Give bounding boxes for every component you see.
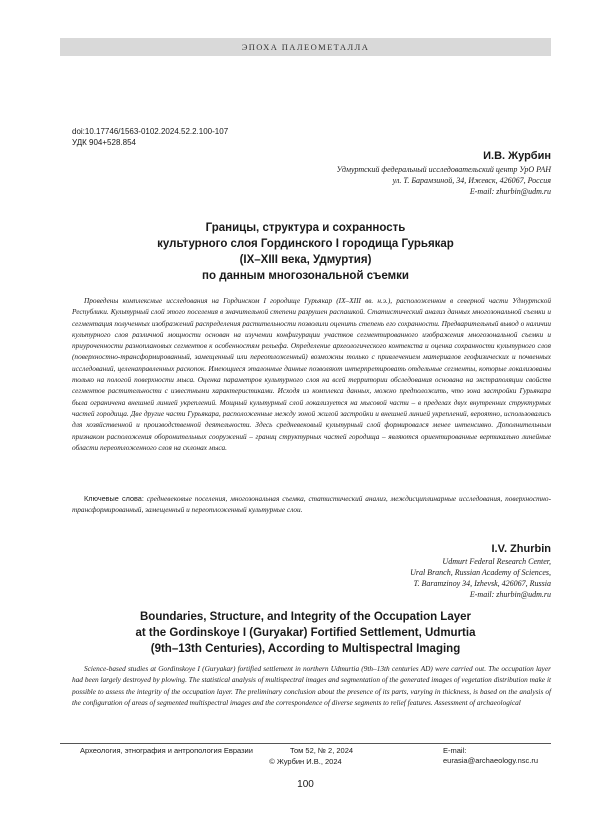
- affiliation-en-line: Ural Branch, Russian Academy of Sciences,: [410, 568, 551, 577]
- keywords-label: Ключевые слова:: [84, 494, 144, 503]
- title-en-line: at the Gordinskoye I (Guryakar) Fortified Settlement, Udmurtia: [135, 627, 476, 639]
- author-en: I.V. Zhurbin: [491, 543, 551, 555]
- title-ru: [60, 220, 551, 284]
- doi: doi:10.17746/1563-0102.2024.52.2.100-107: [72, 127, 229, 136]
- journal-email: E-mail: eurasia@archaeology.nsc.ru: [443, 746, 539, 765]
- section-header-band: [60, 38, 551, 56]
- title-ru-line: Границы, структура и сохранность: [205, 222, 406, 234]
- abstract-ru: Проведены комплексные исследования на Гординском I городище Гурьякар (IX–XIII вв. н.э.), расположенном в северной части Удмуртской Республики. Культурный слой этого поселения в значительной степени разрушен распашкой. Статистический анализ данных многозональной съемки и сегментация полученных изображений распределения растительности позволили оценить степень его сохранности. Предварительный вывод о наличии культурного слоя различной мощности основан на изучении конфигурации участков сегментированного изображения многозональной съемки и приуроченности разноплановых сегментов к особенностям рельефа. Определение археологического контекста и оценка сохранности культурного слоя (поверхностно-трансформированный, замещенный или переотложенный) возможны только с привлечением материалов геофизических и почвенных исследований, целенаправленных раскопок. Имеющиеся эталонные данные позволяют интерпретировать отдельные сегменты, которые локализованы только на пологой поверхности мыса. Оценка параметров культурного слоя на всей территории обследования основана на экстраполяции свойств сегментов растительности с известными характеристиками. Исходя из комплекса данных, можно предположить, что зона застройки Гурьякара была ограничена внешней линией укреплений. Мощный культурный слой локализуется на мысовой части – в пределах двух внутренних структурных частей городища. Две другие части Гурьякара, расположенные между зоной жилой застройки и внешней линией укреплений, вероятно, использовались для хозяйственной и производственной деятельности. Здесь средневековый культурный слой формировался менее интенсивно. Дополнительным признаком расположения оборонительных сооружений – границ структурных частей городища – являются ориентированные вертикально линейные области переотложенного слоя на склонах мыса.: [72, 296, 551, 452]
- title-ru-line: по данным многозональной съемки: [202, 270, 409, 282]
- affiliation-en-line: T. Baramzinoy 34, Izhevsk, 426067, Russia: [413, 579, 551, 588]
- author-ru: И.В. Журбин: [483, 150, 551, 162]
- section-header: ЭПОХА ПАЛЕОМЕТАЛЛА: [241, 42, 370, 52]
- journal-name: Археология, этнография и антропология Евразии: [80, 746, 253, 755]
- abstract-en: Science-based studies at Gordinskoye I (Guryakar) fortified settlement in northern Udmurtia (9th–13th centuries AD) were carried out. The occupation layer had been largely destroyed by plowing. The statistical analysis of multispectral images and segmentation of the generated images of vegetation distribution make it possible to assess the integrity of the occupation layer. The preliminary conclusion about the presence of its parts, varying in thickness, is based on the analysis of the configuration of areas of segmented multispectral images and the correspondence of diverse segments to relief features. Assessment of archaeological: [72, 664, 551, 707]
- title-ru-line: культурного слоя Гординского I городища Гурьякар: [157, 238, 454, 250]
- affiliation-en-line: Udmurt Federal Research Center,: [442, 557, 551, 566]
- title-en-line: Boundaries, Structure, and Integrity of the Occupation Layer: [140, 611, 471, 623]
- udk: УДК 904+528.854: [72, 138, 136, 147]
- affiliation-ru-line: E-mail: zhurbin@udm.ru: [469, 187, 551, 196]
- affiliation-en-line: E-mail: zhurbin@udm.ru: [469, 590, 551, 599]
- title-en-line: (9th–13th Centuries), According to Multispectral Imaging: [150, 643, 461, 655]
- affiliation-ru-line: Удмуртский федеральный исследовательский центр УрО РАН: [336, 165, 551, 174]
- title-ru-line: (IX–XIII века, Удмуртия): [239, 254, 372, 266]
- page-number: 100: [297, 779, 314, 790]
- footer-divider: [60, 743, 551, 744]
- affiliation-ru-line: ул. Т. Барамзиной, 34, Ижевск, 426067, Россия: [392, 176, 551, 185]
- keywords-text: средневековые поселения, многозональная съемка, статистический анализ, междисциплинарные исследования, поверхностно-трансформированный, замещенный и переотложенный культурные слои.: [72, 494, 551, 514]
- copyright: © Журбин И.В., 2024: [269, 757, 342, 766]
- keywords-ru: [72, 493, 551, 515]
- journal-volume: Том 52, № 2, 2024: [290, 746, 354, 755]
- title-en: [60, 609, 551, 657]
